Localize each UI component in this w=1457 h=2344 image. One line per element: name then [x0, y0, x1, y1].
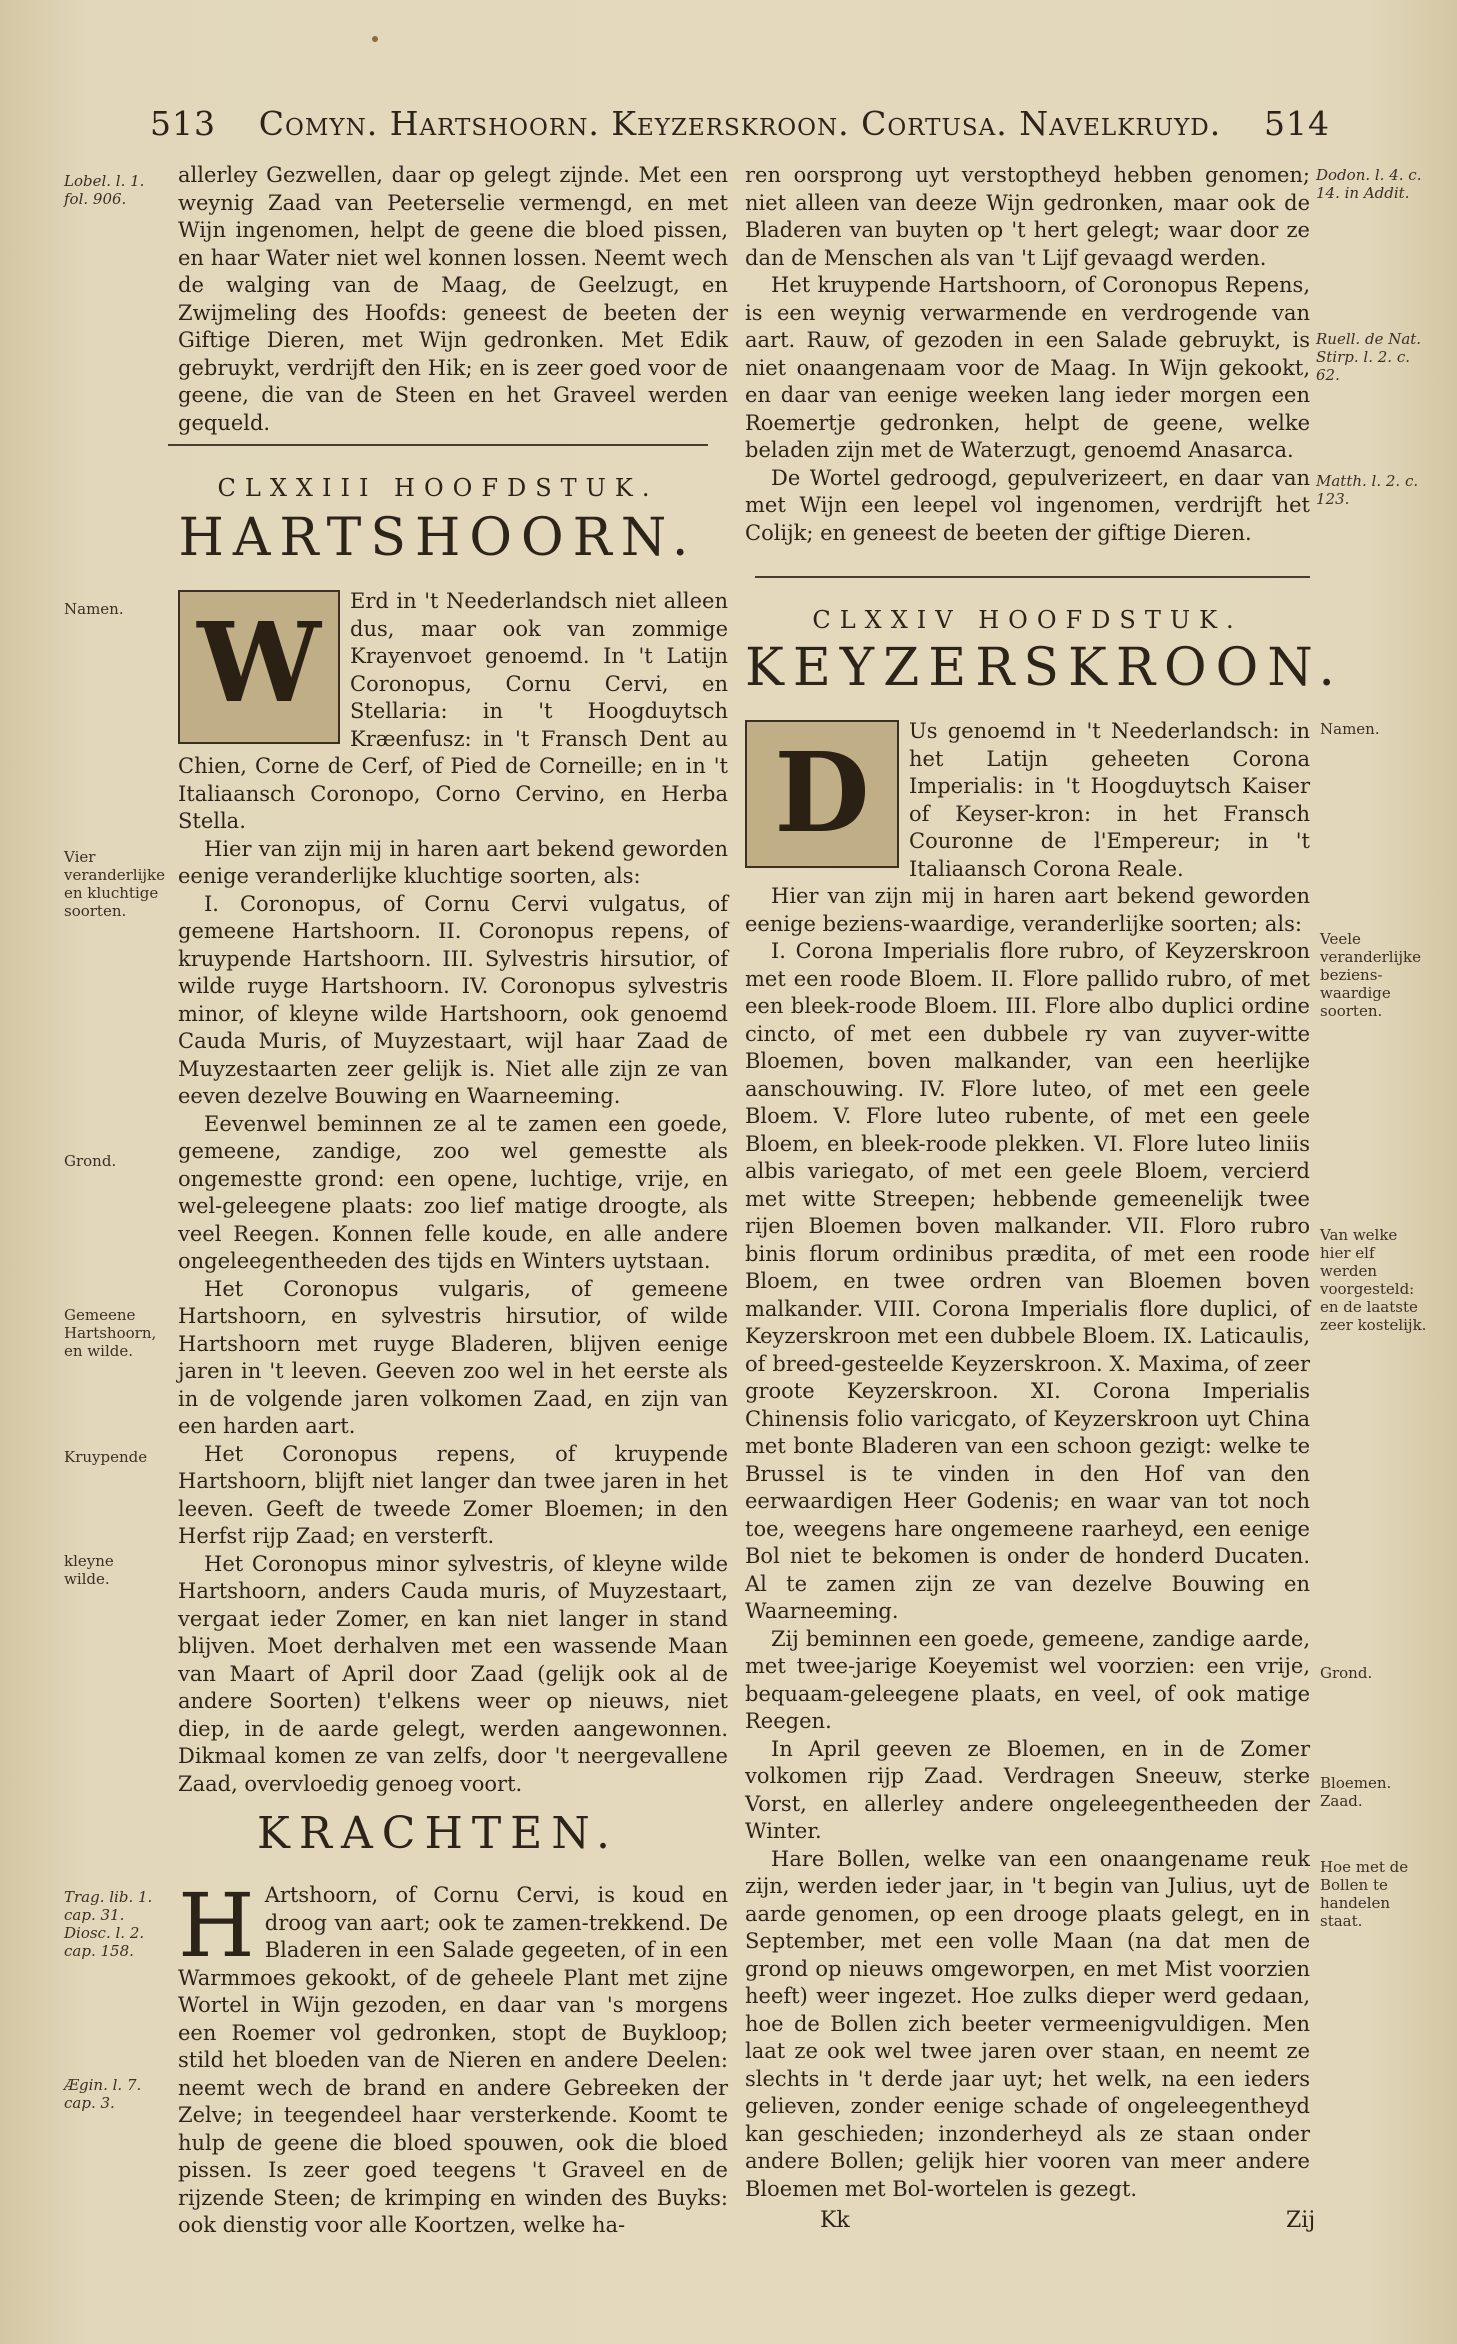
margin-note-elf: Van welke hier elf werden voorgesteld: en de laatste zeer kostelijk. [1320, 1226, 1427, 1334]
hartshoorn-kruypende: Het Coronopus repens, of kruypende Hartshoorn, blijft niet langer dan twee jaren in het leeven. Geeft de tweede Zomer Bloemen; in den Herfst rijp Zaad; en versterft. [178, 1441, 728, 1548]
hartshoorn-namen: Erd in 't Neederlandsch niet alleen dus, maar ook van zommige Krayenvoet genoemd. In 't Latijn Coronopus, Cornu Cervi, en Stellaria: in 't Hoogduytsch Kræenfusz: in 't Fransch Dent au Chien, Corne de Cerf, of Pied de Corneille; en in 't Italiaansch Coronopo, Corno Cervino, en Herba Stella. [178, 589, 728, 833]
margin-note-grond: Grond. [64, 1152, 117, 1170]
margin-note-aegin: Ægin. l. 7. cap. 3. [64, 2076, 142, 2112]
margin-note-namen: Namen. [64, 600, 124, 618]
wortel-krachten: De Wortel gedroogd, gepulverizeert, en daar van met Wijn een leepel vol ingenomen, verdrijft het Colijk; en geneest de beeten der giftige Dieren. [745, 465, 1310, 545]
chapter-number-174: CLXXIV HOOFDSTUK. [812, 606, 1243, 634]
margin-note-kruypende: Kruypende [64, 1448, 148, 1466]
header-title: Comyn. Hartshoorn. Keyzerskroon. Cortusa. Navelkruyd. [258, 104, 1222, 143]
keyzerskroon-bollen: Hare Bollen, welke van een onaangename reuk zijn, werden ieder jaar, in 't begin van Julius, uyt de aarde genomen, op een drooge plaats gelegt, en in September, met een volle Maan (na dat men de grond op nieuws omgeworpen, en met Mist voorzien heeft) weer ingezet. Hoe zulks dieper werd gedaan, hoe de Bollen zich beeter vermeenigvuldigen. Men laat ze ook wel twee jaren over staan, en neemt ze slechts in 't derde jaar uyt; het welk, na een ieders gelieven, zonder eenige schade of ongeleegentheyd kan geschieden; inzonderheyd als ze staan onder andere Bollen; gelijk hier vooren van meer andere Bloemen met Bol-wortelen is gezegt. [745, 1846, 1310, 2201]
keyzerskroon-body [745, 718, 1310, 2203]
catchword: Zij [1286, 2208, 1316, 2233]
decorated-initial-d: D [745, 720, 899, 868]
chapter-title-keyzerskroon: KEYZERSKROON. [745, 638, 1344, 698]
left-page-number: 513 [150, 104, 216, 143]
left-intro [178, 162, 728, 437]
margin-note-matth: Matth. l. 2. c. 123. [1316, 472, 1419, 508]
section-rule-right [755, 576, 1310, 578]
margin-note-kleyne: kleyne wilde. [64, 1552, 114, 1588]
left-intro-text: allerley Gezwellen, daar op gelegt zijnde. Met een weynig Zaad van Peeterselie vermengd, en met Wijn ingenomen, helpt de geene die bloed pissen, en haar Water niet wel konnen lossen. Neemt wech de walging van de Maag, de Geelzugt, en Zwijmeling des Hoofds: geneest de beeten der Giftige Dieren, met Wijn gedronken. Met Edik gebruykt, verdrijft den Hik; en is zeer goed voor de geene, die van de Steen en het Graveel werden gequeld. [178, 163, 728, 435]
large-initial: H [178, 1874, 255, 1977]
chapter-number-173: CLXXIII HOOFDSTUK. [217, 474, 659, 502]
keyzerskroon-soorten-list: I. Corona Imperialis flore rubro, of Keyzerskroon met een roode Bloem. II. Flore pallido rubro, of met een bleek-roode Bloem. III. Flore albo duplici ordine cincto, of met een dubbele ry van zuyver-witte Bloemen, boven malkander, van een heerlijke aanschouwing. IV. Flore luteo, of met een geele Bloem. V. Flore luteo rubente, of met een geele Bloem, en bleek-roode plekken. VI. Flore luteo liniis albis variegato, of met een geele Bloem, vercierd met witte Streepen; hebbende gemeenelijk twee rijen Bloemen boven malkander. VII. Floro rubro binis florum ordinibus prædita, of met een roode Bloem, en twee ordren van Bloemen boven malkander. VIII. Corona Imperialis flore duplici, of Keyzerskroon met een dubbele Bloem. IX. Laticaulis, of breed-gesteelde Keyzerskroon. X. Maxima, of zeer groote Keyzerskroon. XI. Corona Imperialis Chinensis folio varicgato, of Keyzerskroon uyt China met bonte Bladeren van een schoon gezigt: welke te Brussel is te vinden in den Hof van den eerwaardigen Heer Godenis; en waar van tot noch toe, weegens hare ongemeene raarheyd, een eenige Bol niet te bekomen is onder de honderd Ducaten. Al te zamen zijn ze van dezelve Bouwing en Waarneeming. [745, 939, 1310, 1623]
margin-note-lobel: Lobel. l. 1. fol. 906. [64, 172, 145, 208]
signature-mark: Kk [820, 2208, 850, 2233]
krachten-heading: KRACHTEN. [257, 1808, 619, 1859]
hartshoorn-kleyne: Het Coronopus minor sylvestris, of kleyne wilde Hartshoorn, anders Cauda muris, of Muyzestaart, vergaat ieder Zomer, en kan niet langer in stand blijven. Moet derhalven met een wassende Maan van Maart of April door Zaad (gelijk ook al de andere Soorten) t'elkens weer op nieuws, niet diep, in de aarde gelegt, werden aangewonnen. Dikmaal komen ze van zelfs, door 't neergevallene Zaad, overvloedig genoeg voort. [178, 1551, 728, 1796]
margin-note-soorten: Vier veranderlijke en kluchtige soorten. [64, 848, 165, 920]
margin-note-ruell: Ruell. de Nat. Stirp. l. 2. c. 62. [1316, 330, 1422, 384]
right-page-number: 514 [1264, 104, 1330, 143]
right-top [745, 162, 1310, 547]
margin-note-veele: Veele veranderlijke beziens-waardige soorten. [1320, 930, 1421, 1020]
krachten-body [178, 1874, 728, 2240]
margin-note-bloemen: Bloemen. Zaad. [1320, 1774, 1392, 1810]
hartshoorn-body [178, 588, 728, 1798]
margin-note-bollen: Hoe met de Bollen te handelen staat. [1320, 1858, 1409, 1930]
hartshoorn-soorten-intro: Hier van zijn mij in haren aart bekend geworden eenige veranderlijke kluchtige soorten, als: [178, 836, 728, 888]
running-header [150, 104, 1330, 154]
hartshoorn-gemeene: Het Coronopus vulgaris, of gemeene Hartshoorn, en sylvestris hirsutior, of wilde Hartshoorn met ruyge Bladeren, blijven eenige jaren in 't leeven. Geeven zoo wel in het eerste als in de volgende jaren volkomen Zaad, en zijn van een harden aart. [178, 1276, 728, 1438]
hartshoorn-grond: Eevenwel beminnen ze al te zamen een goede, gemeene, zandige, zoo wel gemestte als ongemestte grond: een opene, luchtige, vrije, en wel-geleegene plaats: zoo lief matige droogte, als veel Reegen. Konnen felle koude, en alle andere ongeleegentheeden des tijds en Winters uytstaan. [178, 1111, 728, 1273]
margin-note-gemeene: Gemeene Hartshoorn, en wilde. [64, 1306, 157, 1360]
right-intro-text: ren oorsprong uyt verstoptheyd hebben genomen; niet alleen van deeze Wijn gedronken, maar ook de Bladeren van buyten op 't hert gelegt; waar door ze dan de Menschen als van 't Lijf gevaagd werden. [745, 163, 1310, 270]
krachten-text: Artshoorn, of Cornu Cervi, is koud en droog van aart; ook te zamen-trekkend. De Bladeren in een Salade gegeeten, of in een Warmmoes gekookt, of de geheele Plant met zijne Wortel in Wijn gezoden, en daar van 's morgens een Roemer vol gedronken, stopt de Buykloop; stild het bloeden van de Nieren en andere Deelen: neemt wech de brand en andere Gebreeken der Zelve; in teegendeel haar versterkende. Koomt te hulp de geene die bloed spouwen, ook die bloed pissen. Is zeer goed teegens 't Graveel en de rijzende Steen; de krimping en winden des Buyks: ook dienstig voor alle Koortzen, welke ha- [178, 1883, 728, 2237]
keyzerskroon-namen: Us genoemd in 't Neederlandsch: in het Latijn geheeten Corona Imperialis: in 't Hoogduytsch Kaiser of Keyser-kron: in het Fransch Couronne de l'Empereur; in 't Italiaansch Corona Reale. [909, 719, 1310, 881]
decorated-initial: W [178, 590, 340, 744]
margin-note-namen-right: Namen. [1320, 720, 1380, 738]
ink-spot [372, 36, 378, 42]
margin-note-grond-right: Grond. [1320, 1664, 1373, 1682]
margin-note-trag: Trag. lib. 1. cap. 31. Diosc. l. 2. cap. 158. [64, 1888, 153, 1960]
kruypende-krachten: Het kruypende Hartshoorn, of Coronopus Repens, is een weynig verwarmende en verdrogende van aart. Rauw, of gezoden in een Salade gebruykt, is niet onaangenaam voor de Maag. In Wijn gekookt, en daar van eenige weeken lang ieder morgen een Roemertje gedronken, helpt de geene, welke beladen zijn met de Waterzugt, genoemd Anasarca. [745, 273, 1310, 462]
keyzerskroon-soorten-intro: Hier van zijn mij in haren aart bekend geworden eenige beziens-waardige, veranderlijke soorten; als: [745, 884, 1310, 936]
hartshoorn-soorten-list: I. Coronopus, of Cornu Cervi vulgatus, of gemeene Hartshoorn. II. Coronopus repens, of kruypende Hartshoorn. III. Sylvestris hirsutior, of wilde ruyge Hartshoorn. IV. Coronopus sylvestris minor, of kleyne wilde Hartshoorn, ook genoemd Cauda Muris, of Muyzestaart, wijl haar Zaad de Muyzestaarten zeer gelijk is. Niet alle zijn ze van eeven dezelve Bouwing en Waarneeming. [178, 891, 728, 1108]
chapter-title-hartshoorn: HARTSHOORN. [178, 508, 698, 568]
keyzerskroon-bloei: In April geeven ze Bloemen, en in de Zomer volkomen rijp Zaad. Verdragen Sneeuw, sterke Vorst, en allerley andere ongeleegentheeden der Winter. [745, 1736, 1310, 1843]
margin-note-dodon: Dodon. l. 4. c. 14. in Addit. [1316, 166, 1422, 202]
keyzerskroon-grond: Zij beminnen een goede, gemeene, zandige aarde, met twee-jarige Koeyemist wel voorzien: een vrije, bequaam-geleegene plaats, en veel, of ook matige Reegen. [745, 1626, 1310, 1733]
section-rule [168, 444, 708, 446]
